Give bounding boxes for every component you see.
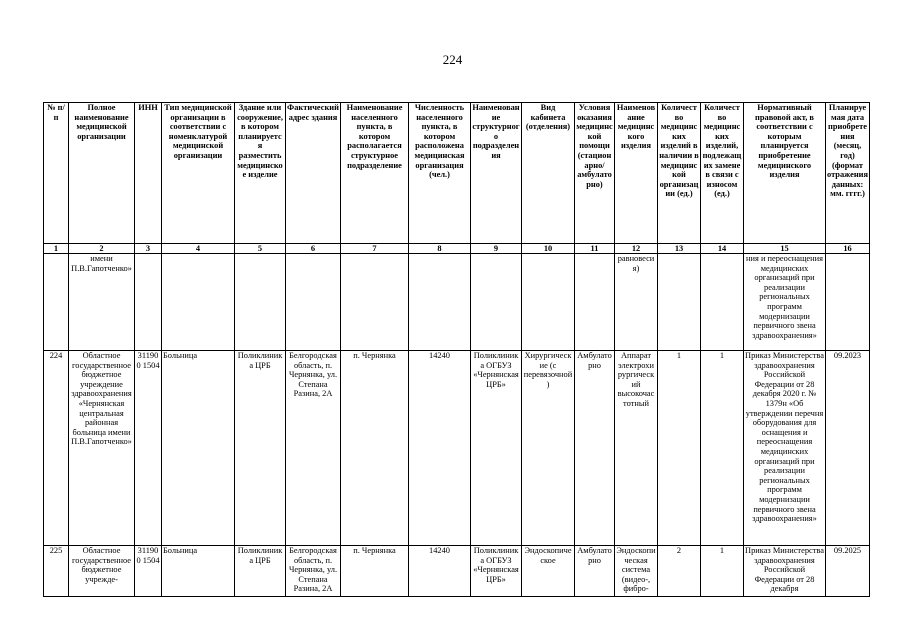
column-number-row (44, 244, 870, 254)
table-cell: 09.2025 (826, 546, 870, 597)
table-cell: 311900 1504 (135, 351, 162, 546)
table-row (44, 546, 870, 597)
column-number: 7 (341, 244, 409, 254)
table-cell (44, 254, 69, 351)
header-cell: Планируемая дата приобретения (месяц, год) (формат отражения данных: мм. гггг.) (826, 103, 870, 244)
header-cell: Количество медицинских изделий в наличии в медицинской организации (ед.) (658, 103, 701, 244)
table-cell: Хирургические (с перевязочной) (522, 351, 575, 546)
header-cell: Тип медицинской организации в соответствии с номенклатурой медицинской организации (162, 103, 235, 244)
table-cell: 14240 (409, 546, 471, 597)
table-cell: Белгородская область, п. Чернянка, ул. Степана Разина, 2А (286, 546, 341, 597)
table-cell: п. Чернянка (341, 546, 409, 597)
column-number: 5 (235, 244, 286, 254)
table-cell (522, 254, 575, 351)
header-cell: Наименование структурного подразделения (471, 103, 522, 244)
table-cell: ния и переоснащения медицинских организаций при реализации региональных программ модернизации первичного звена здравоохранения» (744, 254, 826, 351)
table-cell: 2 (658, 546, 701, 597)
table-cell: Поликлиника ОГБУЗ «Чернянская ЦРБ» (471, 351, 522, 546)
table-cell (341, 254, 409, 351)
column-number: 13 (658, 244, 701, 254)
table-cell: Приказ Министерства здравоохранения Российской Федерации от 28 декабря 2020 г. № 1379н «Об утверждении перечня оборудования для оснащения и переоснащения медицинских организаций при реализации региональных программ модернизации первичного звена здравоохранения» (744, 351, 826, 546)
table-cell (658, 254, 701, 351)
table-cell: п. Чернянка (341, 351, 409, 546)
table-cell: 1 (701, 351, 744, 546)
table-cell: Областное государственное бюджетное учреждение здравоохранения «Чернянская центральная районная больница имени П.В.Гапотченко» (69, 351, 135, 546)
table-cell: Приказ Министерства здравоохранения Российской Федерации от 28 декабря (744, 546, 826, 597)
table-cell (471, 254, 522, 351)
table-cell (162, 254, 235, 351)
header-cell: Здание или сооружение, в котором планируется разместить медицинское изделие (235, 103, 286, 244)
table-cell: Амбулаторно (575, 351, 615, 546)
table-row (44, 254, 870, 351)
column-number: 14 (701, 244, 744, 254)
page-number: 224 (442, 52, 463, 67)
column-number: 16 (826, 244, 870, 254)
header-row (44, 103, 870, 244)
table-cell: 14240 (409, 351, 471, 546)
header-cell: ИНН (135, 103, 162, 244)
table-cell: Белгородская область, п. Чернянка, ул. Степана Разина, 2А (286, 351, 341, 546)
column-number: 3 (135, 244, 162, 254)
column-number: 11 (575, 244, 615, 254)
column-number: 15 (744, 244, 826, 254)
column-number: 1 (44, 244, 69, 254)
header-cell: № п/п (44, 103, 69, 244)
table-cell: Эндоскопическое (522, 546, 575, 597)
column-number: 10 (522, 244, 575, 254)
table-cell (575, 254, 615, 351)
table-row (44, 351, 870, 546)
table-cell: Поликлиника ЦРБ (235, 546, 286, 597)
table-cell (235, 254, 286, 351)
table-cell: Поликлиника ОГБУЗ «Чернянская ЦРБ» (471, 546, 522, 597)
table-cell: 09.2023 (826, 351, 870, 546)
header-cell: Нормативный правовой акт, в соответствии с которым планируется приобретение медицинского изделия (744, 103, 826, 244)
column-number: 9 (471, 244, 522, 254)
header-cell: Фактический адрес здания (286, 103, 341, 244)
table-cell: Эндоскопическая система (видео-, фибро- (615, 546, 658, 597)
header-cell: Вид кабинета (отделения) (522, 103, 575, 244)
header-cell: Условия оказания медицинской помощи (стационарно/ амбулаторно) (575, 103, 615, 244)
table-cell: 1 (658, 351, 701, 546)
table-cell: Амбулаторно (575, 546, 615, 597)
table-cell (826, 254, 870, 351)
table-cell: Поликлиника ЦРБ (235, 351, 286, 546)
table-cell (286, 254, 341, 351)
table-cell: Больница (162, 351, 235, 546)
table-cell: равновесия) (615, 254, 658, 351)
table-cell (135, 254, 162, 351)
column-number: 8 (409, 244, 471, 254)
table-cell: имени П.В.Гапотченко» (69, 254, 135, 351)
column-number: 12 (615, 244, 658, 254)
header-cell: Количество медицинских изделий, подлежащих замене в связи с износом (ед.) (701, 103, 744, 244)
header-cell: Наименование населенного пункта, в котором располагается структурное подразделение (341, 103, 409, 244)
table-cell: 311900 1504 (135, 546, 162, 597)
table-cell: Областное государственное бюджетное учрежде- (69, 546, 135, 597)
column-number: 4 (162, 244, 235, 254)
header-cell: Полное наименование медицинской организации (69, 103, 135, 244)
table-cell: 224 (44, 351, 69, 546)
table-cell: Аппарат электрохирургический высокочастотный (615, 351, 658, 546)
table-cell: 225 (44, 546, 69, 597)
table-cell (409, 254, 471, 351)
table-cell: 1 (701, 546, 744, 597)
header-cell: Численность населенного пункта, в котором расположена медицинская организация (чел.) (409, 103, 471, 244)
table-cell: Больница (162, 546, 235, 597)
header-cell: Наименование медицинского изделия (615, 103, 658, 244)
column-number: 6 (286, 244, 341, 254)
table-cell (701, 254, 744, 351)
column-number: 2 (69, 244, 135, 254)
equipment-table (43, 102, 870, 597)
